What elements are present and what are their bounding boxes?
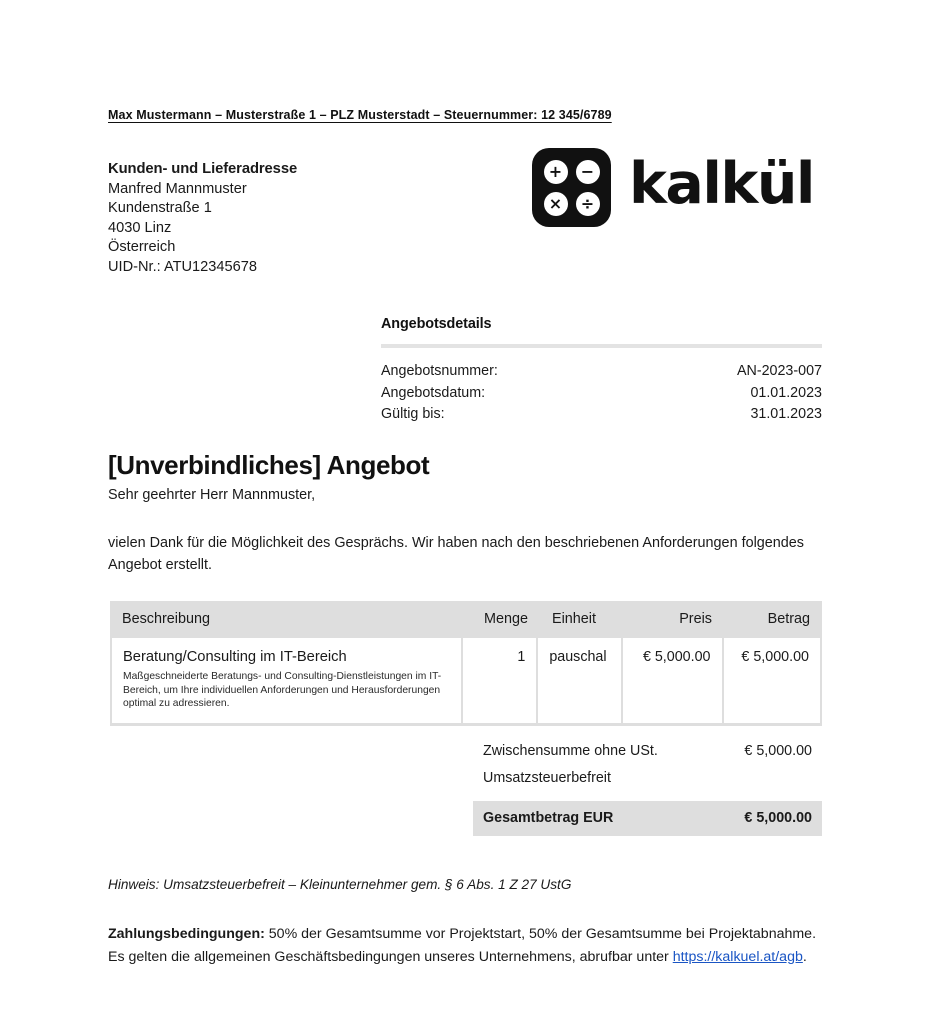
address-title: Kunden- und Lieferadresse (108, 161, 298, 177)
sender-address-line: Max Mustermann – Musterstraße 1 – PLZ Musterstadt – Steuernummer: 12 345/6789 (108, 108, 612, 122)
address-vat-id: UID-Nr.: ATU12345678 (108, 258, 257, 275)
address-city: 4030 Linz (108, 219, 172, 236)
subtotal-value: € 5,000.00 (744, 743, 812, 759)
detail-row-number (381, 361, 822, 383)
detail-row-date (381, 383, 822, 405)
detail-label: Angebotsdatum: (381, 384, 486, 401)
line-items-table (110, 601, 822, 726)
detail-label: Angebotsnummer: (381, 363, 498, 379)
subtotal-row (473, 738, 822, 765)
item-name: Beratung/Consulting im IT-Bereich (123, 649, 347, 665)
company-logo (532, 148, 814, 227)
column-header-price: Preis (679, 611, 712, 627)
customer-address-block (108, 160, 297, 277)
item-description: Maßgeschneiderte Beratungs- und Consulting-Dienstleistungen im IT-Bereich, um Ihre individuellen Anforderungen und Herausforderungen optimal zu adressieren. (123, 671, 442, 709)
amount-value: € 5,000.00 (741, 649, 809, 665)
cell-quantity (463, 638, 536, 723)
price-value: € 5,000.00 (642, 649, 711, 665)
cell-price (623, 638, 721, 723)
grand-total-label: Gesamtbetrag EUR (483, 810, 614, 826)
page-title: [Unverbindliches] Angebot (108, 450, 430, 480)
column-header-amount: Betrag (767, 611, 810, 627)
tax-row (473, 765, 822, 792)
grand-total-value: € 5,000.00 (744, 810, 812, 826)
calculator-icon (532, 148, 611, 227)
cell-unit (538, 638, 621, 723)
address-country: Österreich (108, 239, 176, 255)
salutation: Sehr geehrter Herr Mannmuster, (108, 487, 316, 503)
cell-amount (724, 638, 820, 723)
detail-value: AN-2023-007 (736, 363, 822, 379)
intro-paragraph: vielen Dank für die Möglichkeit des Gesprächs. Wir haben nach den beschriebenen Anforderungen folgendes Angebot erstellt. (108, 535, 804, 573)
column-header-unit: Einheit (552, 611, 597, 627)
grand-total-row (473, 801, 822, 836)
detail-value: 01.01.2023 (750, 384, 822, 401)
subtotal-label: Zwischensumme ohne USt. (483, 743, 658, 759)
column-header-description: Beschreibung (122, 611, 211, 627)
offer-details-heading: Angebotsdetails (381, 316, 492, 332)
offer-details-panel (381, 316, 822, 426)
divide-icon: ÷ (576, 192, 600, 216)
quantity-value: 1 (517, 649, 526, 665)
table-row (110, 638, 822, 726)
totals-section (473, 738, 822, 836)
detail-label: Gültig bis: (381, 406, 445, 422)
payment-terms-label: Zahlungsbedingungen: (108, 926, 265, 942)
tax-exemption-note: Hinweis: Umsatzsteuerbefreit – Kleinunternehmer gem. § 6 Abs. 1 Z 27 UstG (108, 877, 572, 892)
divider (381, 344, 822, 348)
payment-terms-end: . (802, 948, 807, 965)
payment-terms-text: 50% der Gesamtsumme vor Projektstart, 50% der Gesamtsumme bei Projektabnahme. Es gelten die allgemeinen Geschäftsbedingungen unseres Unternehmens, abrufbar unter (108, 926, 817, 965)
payment-terms (108, 923, 820, 968)
minus-icon: − (576, 160, 600, 184)
tax-label: Umsatzsteuerbefreit (483, 770, 611, 786)
unit-value: pauschal (549, 649, 607, 665)
multiply-icon: × (544, 192, 568, 216)
logo-wordmark: kalkül (629, 151, 814, 217)
address-name: Manfred Mannmuster (108, 180, 247, 197)
detail-row-valid-until (381, 404, 822, 426)
table-header-row (110, 601, 822, 638)
plus-icon: + (544, 160, 568, 184)
agb-link[interactable]: https://kalkuel.at/agb (672, 948, 803, 965)
column-header-quantity: Menge (483, 611, 528, 627)
address-street: Kundenstraße 1 (108, 200, 212, 216)
detail-value: 31.01.2023 (750, 406, 822, 422)
cell-description (112, 638, 461, 723)
